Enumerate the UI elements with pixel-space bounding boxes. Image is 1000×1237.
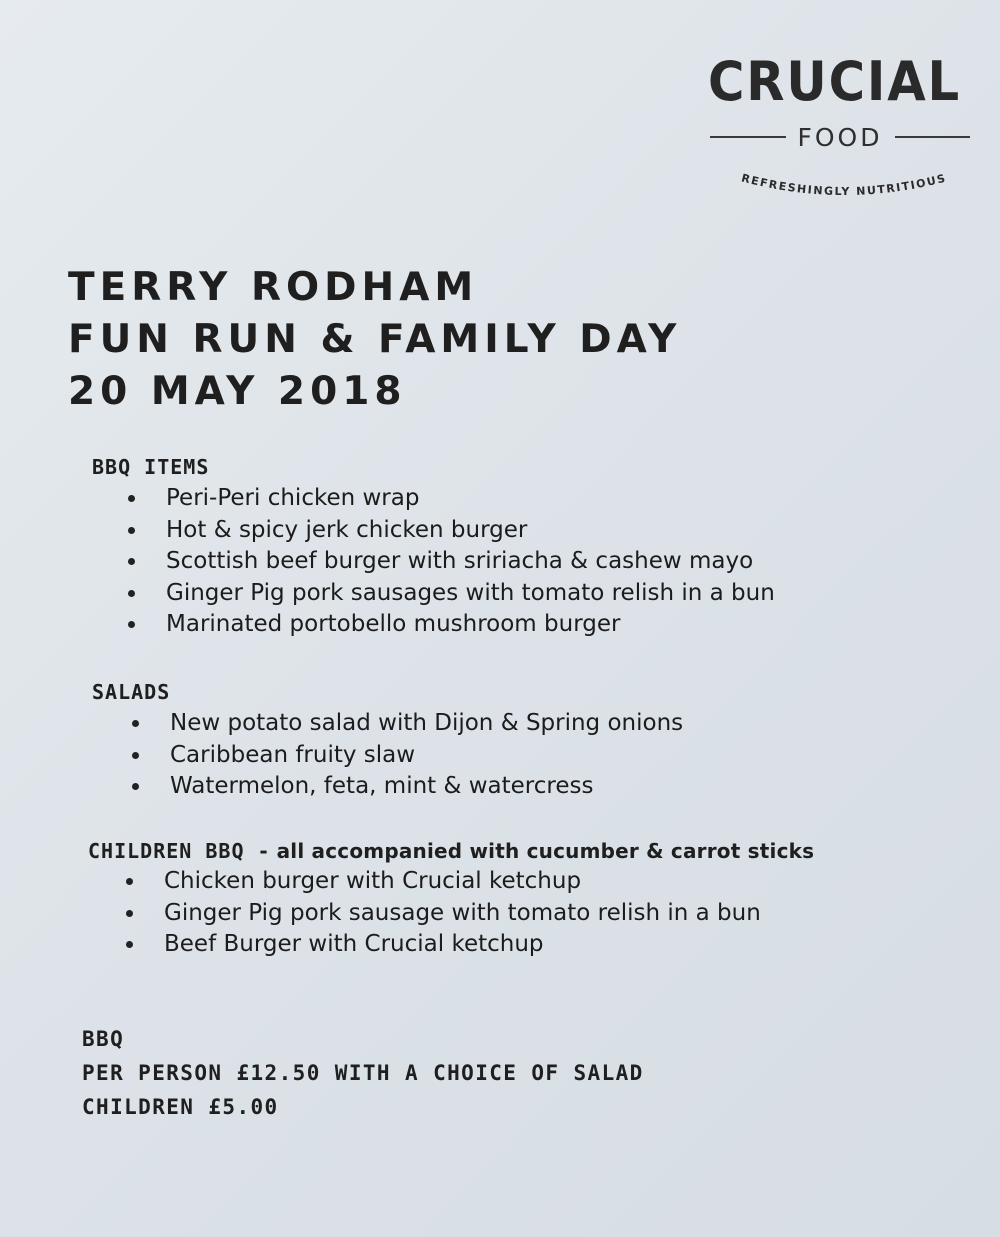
menu-item — [126, 929, 814, 961]
menu-item-label: Hot & spicy jerk chicken burger — [166, 516, 528, 543]
event-title-line: TERRY RODHAM — [68, 265, 479, 310]
bullet-icon — [132, 783, 139, 790]
svg-text:REFRESHINGLY NUTRITIOUS — [740, 171, 948, 198]
menu-item-label: Scottish beef burger with sririacha & cashew mayo — [166, 548, 754, 574]
bullet-icon — [128, 527, 135, 534]
menu-item-label: Marinated portobello mushroom burger — [166, 611, 621, 637]
menu-item-label: Ginger Pig pork sausage with tomato relish in a bun — [164, 899, 761, 926]
menu-item — [128, 578, 775, 610]
menu-item — [128, 546, 775, 578]
event-title-line: 20 MAY 2018 — [68, 369, 407, 414]
menu-item — [126, 866, 814, 898]
logo-tagline — [726, 170, 962, 214]
menu-list — [132, 708, 683, 803]
menu-list — [126, 866, 814, 961]
logo-rule-left — [710, 136, 786, 138]
section-note: all accompanied with cucumber & carrot sticks — [276, 839, 815, 863]
bullet-icon — [126, 878, 133, 885]
bullet-icon — [126, 910, 133, 917]
bullet-icon — [128, 590, 135, 597]
event-title-line: FUN RUN & FAMILY DAY — [68, 317, 682, 362]
menu-list — [128, 483, 775, 641]
menu-item-label: Watermelon, feta, mint & watercress — [170, 773, 594, 799]
menu-item — [128, 483, 775, 515]
menu-item — [128, 515, 775, 547]
menu-item-label: Peri-Peri chicken wrap — [166, 485, 420, 511]
menu-item-label: Chicken burger with Crucial ketchup — [164, 868, 582, 894]
children-bbq-section — [88, 836, 814, 961]
logo-tagline-text: REFRESHINGLY NUTRITIOUS — [740, 171, 948, 199]
section-heading: BBQ ITEMS — [92, 455, 210, 479]
event-title — [68, 262, 681, 418]
salads-section — [92, 677, 683, 803]
menu-item — [132, 771, 683, 803]
bullet-icon — [132, 720, 139, 727]
pricing-block — [82, 1022, 644, 1124]
pricing-heading: BBQ — [82, 1027, 125, 1051]
logo-sub-row — [710, 122, 970, 152]
menu-item-label: Ginger Pig pork sausages with tomato relish in a bun — [166, 579, 775, 606]
bullet-icon — [132, 752, 139, 759]
section-heading: SALADS — [92, 680, 171, 704]
crucial-food-logo — [700, 50, 980, 230]
pricing-children: CHILDREN £5.00 — [82, 1095, 279, 1119]
menu-item-label: New potato salad with Dijon & Spring onions — [170, 710, 684, 736]
bbq-items-section — [92, 452, 775, 641]
menu-item-label: Caribbean fruity slaw — [170, 741, 416, 768]
menu-item-label: Beef Burger with Crucial ketchup — [164, 931, 544, 957]
bullet-icon — [128, 558, 135, 565]
menu-item — [132, 740, 683, 772]
logo-rule-right — [895, 136, 971, 138]
section-heading: CHILDREN BBQ - — [88, 839, 271, 863]
bullet-icon — [128, 621, 135, 628]
pricing-per-person: PER PERSON £12.50 WITH A CHOICE OF SALAD — [82, 1061, 644, 1085]
menu-item — [132, 708, 683, 740]
menu-item — [128, 609, 775, 641]
logo-sub: FOOD — [797, 122, 883, 152]
menu-item — [126, 898, 814, 930]
bullet-icon — [126, 941, 133, 948]
bullet-icon — [128, 495, 135, 502]
section-heading-row — [88, 836, 814, 866]
logo-wordmark: CRUCIAL — [708, 50, 961, 113]
